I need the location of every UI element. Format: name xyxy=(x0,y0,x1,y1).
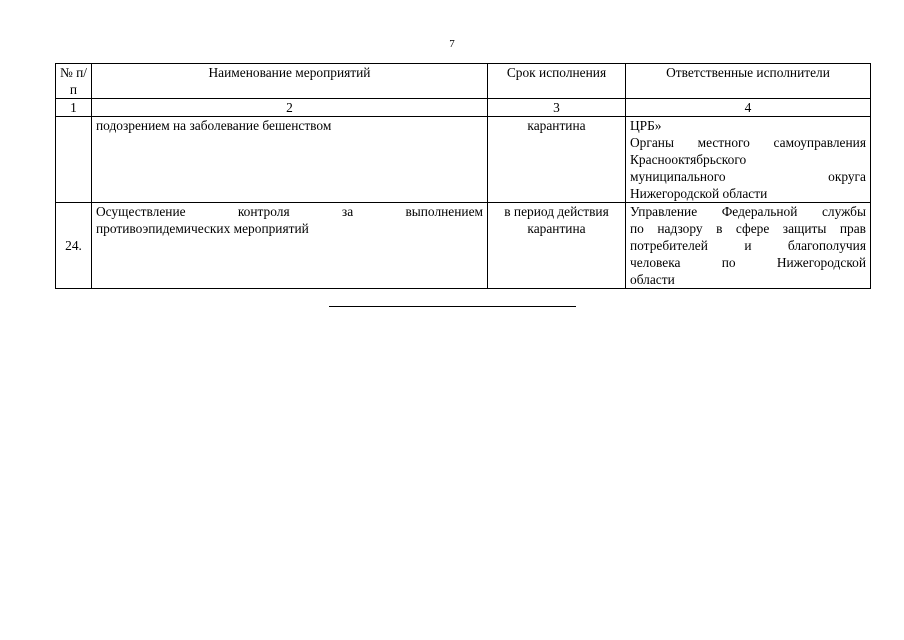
header-term xyxy=(488,64,626,99)
header-name xyxy=(92,64,488,99)
column-number-row xyxy=(56,99,871,117)
row-activity xyxy=(92,203,488,289)
activity-line: противоэпидемических мероприятий xyxy=(96,221,309,236)
row-responsible xyxy=(626,117,871,203)
responsible-line: Органы местного самоуправления xyxy=(630,135,866,150)
responsible-line: потребителей и благополучия xyxy=(630,238,866,253)
responsible-line: муниципального округа xyxy=(630,169,866,184)
row-number xyxy=(56,117,92,203)
responsible-line: Управление Федеральной службы xyxy=(630,204,866,219)
term-line: в период действия xyxy=(504,204,609,219)
end-separator-line xyxy=(329,306,576,307)
header-responsible xyxy=(626,64,871,99)
column-number-2: 2 xyxy=(92,99,488,117)
column-number-4: 4 xyxy=(626,99,871,117)
row-activity xyxy=(92,117,488,203)
responsible-line: Нижегородской области xyxy=(630,186,768,201)
responsible-line: человека по Нижегородской xyxy=(630,255,866,270)
activities-table xyxy=(55,63,871,289)
column-number-3: 3 xyxy=(488,99,626,117)
row-responsible xyxy=(626,203,871,289)
header-num-label: № п/п xyxy=(60,65,88,97)
page-number: 7 xyxy=(449,38,455,50)
row-activity-text: подозрением на заболевание бешенством xyxy=(96,118,332,133)
activity-line: Осуществление контроля за выполнением xyxy=(96,204,483,219)
row-term-text: карантина xyxy=(527,118,586,133)
responsible-line: области xyxy=(630,272,675,287)
row-term xyxy=(488,203,626,289)
row-number: 24. xyxy=(56,203,92,289)
header-responsible-label: Ответственные исполнители xyxy=(666,65,830,80)
responsible-line: по надзору в сфере защиты прав xyxy=(630,221,866,236)
header-num xyxy=(56,64,92,99)
table-header-row xyxy=(56,64,871,99)
responsible-line: ЦРБ» xyxy=(630,118,662,133)
responsible-line: Краснооктябрьского xyxy=(630,152,747,167)
header-term-label: Срок исполнения xyxy=(506,65,607,80)
table-row xyxy=(56,203,871,289)
column-number-1: 1 xyxy=(56,99,92,117)
table-row xyxy=(56,117,871,203)
term-line: карантина xyxy=(527,221,586,236)
header-name-label: Наименование мероприятий xyxy=(208,65,371,80)
row-term xyxy=(488,117,626,203)
